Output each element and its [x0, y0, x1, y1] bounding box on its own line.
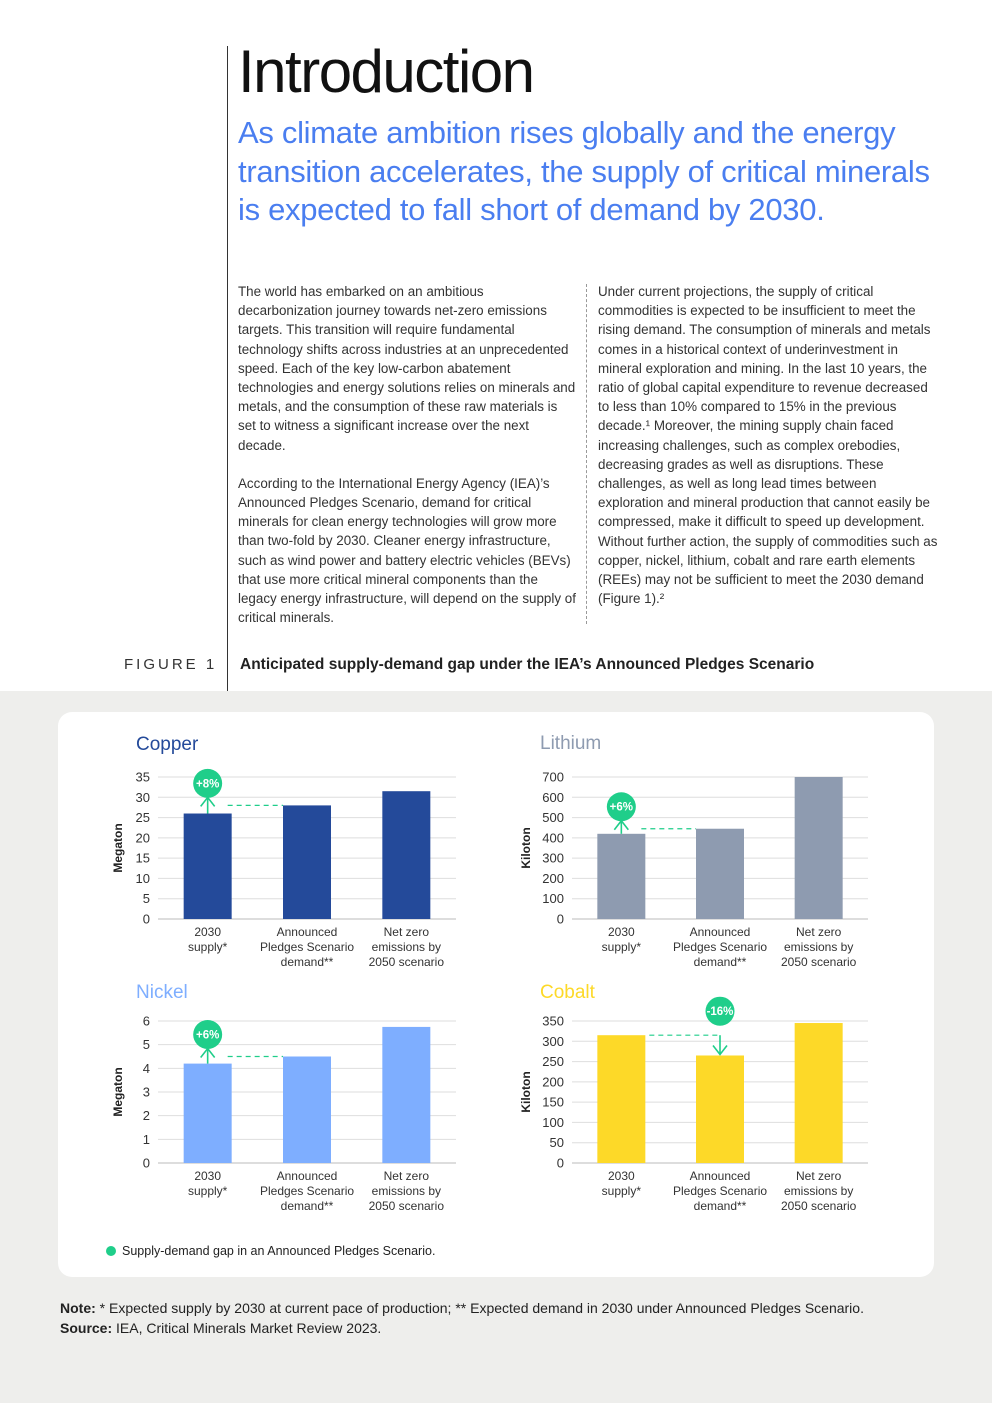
x-tick-label-line: 2050 scenario — [368, 955, 445, 969]
gap-badge-label: +6% — [609, 801, 634, 814]
y-tick-label: 20 — [135, 830, 150, 846]
y-tick-label: 100 — [542, 891, 564, 907]
legend — [106, 1244, 435, 1258]
y-tick-label: 0 — [556, 911, 564, 927]
y-tick-label: 250 — [542, 1054, 564, 1070]
gap-badge-label: +8% — [195, 778, 220, 791]
bar — [283, 805, 331, 919]
x-tick-label-line: Net zero — [383, 1169, 430, 1183]
figure-title: Anticipated supply-demand gap under the IEA’s Announced Pledges Scenario — [240, 656, 815, 673]
source-label: Source: — [60, 1320, 113, 1336]
y-axis-label: Megaton — [111, 1067, 125, 1117]
chart-title: Nickel — [136, 982, 188, 1003]
y-tick-label: 300 — [542, 850, 564, 866]
x-tick-label-line: 2030 — [194, 925, 222, 939]
y-tick-label: 25 — [135, 810, 150, 826]
x-tick-label-line: Net zero — [383, 925, 430, 939]
x-tick-label — [260, 925, 354, 969]
x-tick-label-line: supply* — [187, 1184, 228, 1198]
bar — [184, 814, 232, 919]
x-tick-label-line: Pledges Scenario — [259, 1184, 355, 1198]
x-tick-label-line: Pledges Scenario — [672, 1184, 768, 1198]
chart-nickel — [111, 982, 456, 1213]
y-tick-label: 3 — [142, 1084, 150, 1100]
chart-title: Cobalt — [540, 982, 595, 1003]
page-title: Introduction — [238, 38, 534, 105]
bar — [597, 1035, 645, 1163]
bar — [184, 1064, 232, 1163]
x-tick-label-line: Announced — [689, 1169, 751, 1183]
x-tick-label-line: 2030 — [607, 925, 635, 939]
paragraph: The world has embarked on an ambitious decarbonization journey towards net-zero emissions targets. This transition will require fundamental technology shifts across industries at an unprecedented speed. Each of the key low-carbon abatement technologies and energy solutions relies on minerals and metals, and the consumption of these raw materials is set to witness a significant increase over the next decade. — [238, 284, 576, 453]
x-tick-label-line: 2030 — [194, 1169, 222, 1183]
x-tick-label — [673, 1169, 767, 1213]
bar — [795, 1023, 843, 1163]
x-tick-label — [673, 925, 767, 969]
note-label: Note: — [60, 1300, 96, 1316]
bar — [696, 829, 744, 919]
y-tick-label: 6 — [142, 1013, 150, 1029]
y-axis-label: Megaton — [111, 823, 125, 873]
gap-badge-label: -16% — [706, 1006, 734, 1019]
bar — [283, 1057, 331, 1164]
figure-notes — [60, 1298, 864, 1338]
legend-dot — [106, 1246, 116, 1256]
x-tick-label-line: 2050 scenario — [368, 1199, 445, 1213]
x-tick-label — [369, 1169, 445, 1213]
source-text: IEA, Critical Minerals Market Review 2023. — [112, 1320, 382, 1336]
y-tick-label: 30 — [135, 789, 150, 805]
x-tick-label-line: Pledges Scenario — [259, 940, 355, 954]
y-tick-label: 700 — [542, 769, 564, 785]
y-tick-label: 0 — [142, 911, 150, 927]
legend-label: Supply-demand gap in an Announced Pledges Scenario. — [122, 1244, 436, 1258]
x-tick-label-line: Announced — [276, 925, 338, 939]
x-tick-label-line: 2030 — [607, 1169, 635, 1183]
x-tick-label-line: Announced — [689, 925, 751, 939]
bar — [382, 1027, 430, 1163]
paragraph: According to the International Energy Agency (IEA)’s Announced Pledges Scenario, demand for critical minerals for clean energy technologies will grow more than two-fold by 2030. Cleaner energy infrastructure, such as wind power and battery electric vehicles (BEVs) that use more critical mineral components than the legacy energy infrastructure, will depend on the supply of critical minerals. — [238, 475, 576, 626]
y-tick-label: 2 — [142, 1108, 150, 1124]
chart-title: Lithium — [540, 733, 602, 754]
x-tick-label-line: Announced — [276, 1169, 338, 1183]
y-tick-label: 4 — [142, 1060, 150, 1076]
y-tick-label: 150 — [542, 1094, 564, 1110]
y-axis-label: Kiloton — [519, 1071, 533, 1113]
y-tick-label: 500 — [542, 810, 564, 826]
source-line — [60, 1318, 864, 1338]
chart-cobalt — [519, 982, 868, 1213]
y-tick-label: 1 — [142, 1131, 150, 1147]
y-tick-label: 200 — [542, 1074, 564, 1090]
figure-label: FIGURE 1 — [124, 656, 218, 673]
x-tick-label-line: Pledges Scenario — [672, 940, 768, 954]
y-axis-label: Kiloton — [519, 827, 533, 869]
x-tick-label-line: emissions by — [783, 1184, 854, 1198]
x-tick-label — [188, 1169, 228, 1198]
y-tick-label: 0 — [556, 1155, 564, 1171]
x-tick-label — [602, 925, 642, 954]
x-tick-label-line: demand** — [280, 1199, 334, 1213]
x-tick-label-line: emissions by — [783, 940, 854, 954]
bar — [696, 1055, 744, 1163]
x-tick-label — [188, 925, 228, 954]
y-tick-label: 200 — [542, 870, 564, 886]
chart-title: Copper — [136, 734, 199, 755]
y-tick-label: 100 — [542, 1114, 564, 1130]
paragraph: Under current projections, the supply of critical commodities is expected to be insufficient to meet the rising demand. The consumption of minerals and metals comes in a historical context of underinvestment in mineral exploration and mining. In the last 10 years, the ratio of global capital expenditure to revenue decreased to less than 10% compared to 15% in the previous decade.¹ Moreover, the mining supply chain faced increasing challenges, such as complex orebodies, decreasing grades as well as disruptions. These challenges, as well as long lead times between exploration and mineral production that cannot easily be compressed, make it difficult to speed up development. Without further action, the supply of commodities such as copper, nickel, lithium, cobalt and rare earth elements (REEs) may not be sufficient to meet the 2030 demand (Figure 1).² — [598, 284, 938, 607]
x-tick-label-line: supply* — [601, 1184, 642, 1198]
lead-paragraph: As climate ambition rises globally and the energy transition accelerates, the supply of critical minerals is expected to fall short of demand by 2030. — [238, 115, 930, 227]
chart-lithium — [519, 733, 868, 969]
x-tick-label-line: supply* — [187, 940, 228, 954]
bar — [382, 791, 430, 919]
y-tick-label: 600 — [542, 789, 564, 805]
x-tick-label — [781, 925, 857, 969]
y-tick-label: 350 — [542, 1013, 564, 1029]
x-tick-label-line: emissions by — [371, 1184, 442, 1198]
x-tick-label-line: demand** — [280, 955, 334, 969]
y-tick-label: 10 — [135, 870, 150, 886]
y-tick-label: 35 — [135, 769, 150, 785]
bar — [795, 777, 843, 919]
x-tick-label-line: emissions by — [371, 940, 442, 954]
x-tick-label — [602, 1169, 642, 1198]
y-tick-label: 5 — [142, 1037, 150, 1053]
x-tick-label — [260, 1169, 354, 1213]
x-tick-label-line: Net zero — [795, 925, 842, 939]
x-tick-label-line: 2050 scenario — [780, 955, 857, 969]
x-tick-label-line: demand** — [693, 1199, 747, 1213]
x-tick-label-line: 2050 scenario — [780, 1199, 857, 1213]
x-tick-label — [369, 925, 445, 969]
x-tick-label-line: Net zero — [795, 1169, 842, 1183]
y-tick-label: 15 — [135, 850, 150, 866]
bar — [597, 834, 645, 919]
y-tick-label: 300 — [542, 1033, 564, 1049]
note-line — [60, 1298, 864, 1318]
x-tick-label-line: supply* — [601, 940, 642, 954]
y-tick-label: 0 — [142, 1155, 150, 1171]
note-text: * Expected supply by 2030 at current pace of production; ** Expected demand in 2030 under Announced Pledges Scenario. — [95, 1300, 864, 1316]
y-tick-label: 50 — [549, 1135, 564, 1151]
y-tick-label: 400 — [542, 830, 564, 846]
y-tick-label: 5 — [142, 891, 150, 907]
gap-badge-label: +6% — [195, 1029, 220, 1042]
x-tick-label-line: demand** — [693, 955, 747, 969]
chart-copper — [111, 734, 456, 969]
x-tick-label — [781, 1169, 857, 1213]
